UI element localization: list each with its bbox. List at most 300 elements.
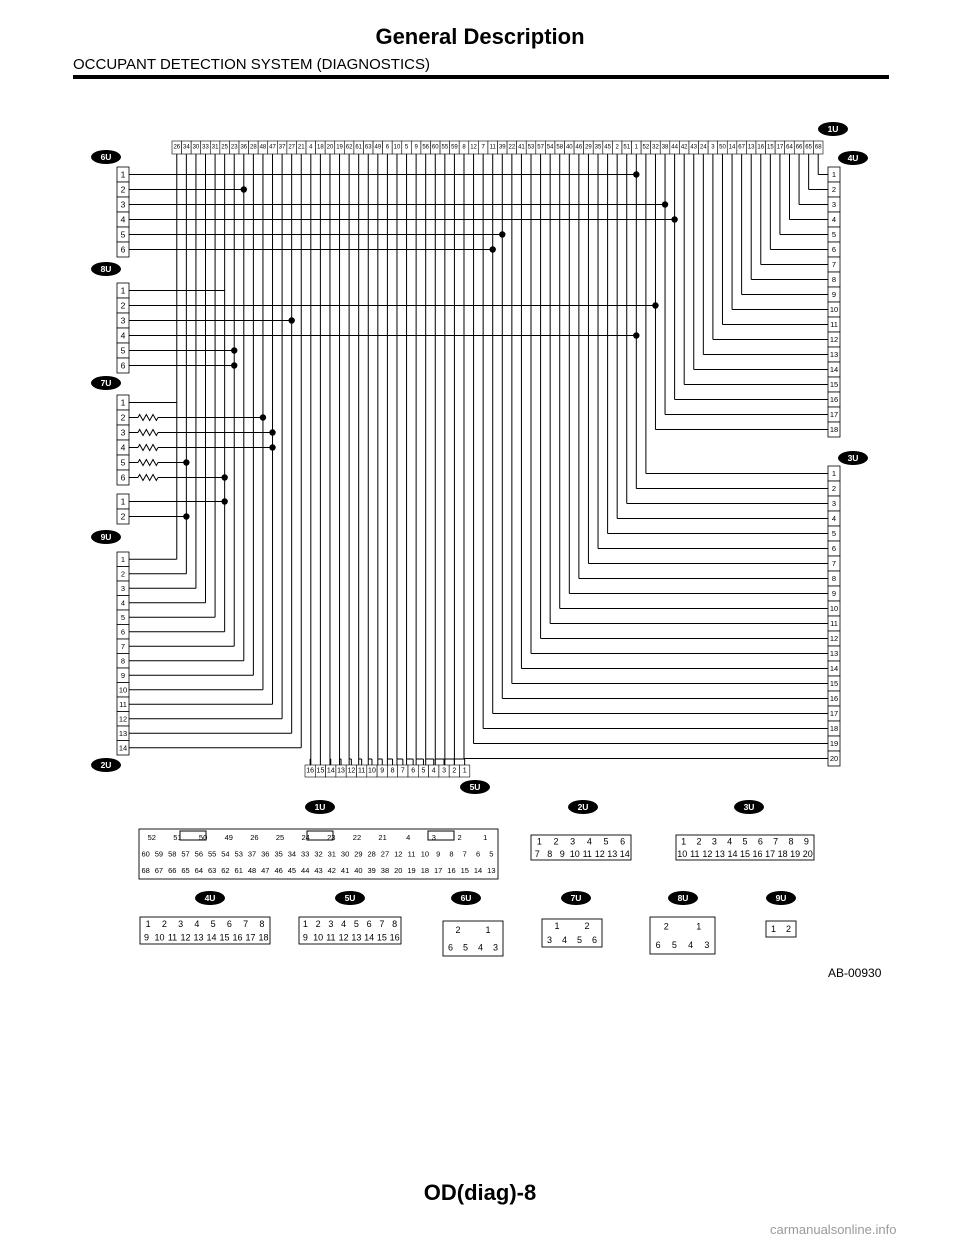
connector-label: 8U: [100, 264, 112, 274]
face-pin-label: 5: [462, 942, 469, 953]
splice-dot: [183, 513, 189, 519]
face-pin-label: 65: [181, 866, 190, 876]
face-pin-label: 53: [234, 849, 243, 859]
top-pin-label: 8: [462, 144, 466, 151]
pin-3u: 13: [829, 649, 839, 658]
top-pin-label: 33: [202, 144, 209, 151]
face-pin-label: 38: [380, 866, 390, 876]
face-pin-label: 68: [141, 866, 150, 876]
pin-2u: 4: [120, 598, 126, 608]
face-pin-label: 27: [380, 849, 390, 859]
page-number: OD(diag)-8: [423, 1180, 537, 1205]
face-pin-label: 17: [765, 848, 776, 859]
connector-label: 3U: [743, 802, 755, 812]
face-pin-label: 1: [485, 924, 491, 935]
face-pin-label: 8: [449, 849, 454, 859]
pin-3u: 17: [829, 709, 839, 718]
face-pin-label: 18: [777, 848, 788, 859]
face-pin-label: 4: [727, 836, 733, 847]
face-pin-label: 50: [198, 832, 208, 842]
top-pin-label: 25: [221, 144, 228, 151]
bottom-pin-label: 7: [400, 767, 405, 775]
face-pin-label: 10: [677, 848, 688, 859]
pin-3u: 14: [829, 664, 839, 673]
face-pin-label: 1: [483, 832, 488, 842]
pin-2u: 1: [120, 554, 126, 564]
pin-3u: 18: [829, 724, 839, 733]
pin-4u: 12: [829, 335, 839, 344]
top-pin-label: 30: [192, 144, 200, 151]
top-pin-label: 64: [786, 144, 793, 151]
splice-dot: [221, 498, 227, 504]
connector-label: 6U: [460, 893, 472, 903]
face-pin-label: 63: [207, 866, 217, 876]
splice-dot: [633, 332, 639, 338]
top-pin-label: 14: [728, 144, 736, 151]
face-8u: [650, 917, 715, 954]
face-pin-label: 1: [302, 918, 308, 929]
face-pin-label: 3: [492, 942, 499, 953]
pin-2u: 10: [118, 685, 128, 695]
pin-8u: 4: [120, 330, 126, 341]
resistor-symbol: [138, 475, 158, 481]
face-7u: [542, 919, 602, 947]
pin-2u: 2: [120, 569, 126, 579]
top-pin-label: 39: [498, 144, 506, 151]
face-pin-label: 6: [757, 836, 763, 847]
pin-2u: 8: [120, 656, 126, 666]
face-pin-label: 24: [301, 832, 310, 842]
face-pin-label: 14: [619, 848, 630, 859]
pin-2u: 7: [120, 641, 126, 651]
pin-4u: 9: [831, 290, 837, 299]
top-pin-label: 5: [404, 144, 409, 151]
connector-label: 1U: [314, 802, 326, 812]
resistor-symbol: [138, 445, 158, 451]
top-pin-label: 35: [594, 144, 602, 151]
pin-7u: 2: [120, 412, 126, 423]
pin-7u: 1: [120, 397, 126, 408]
face-pin-label: 8: [392, 918, 398, 929]
top-pin-label: 66: [795, 144, 803, 151]
face-pin-label: 13: [351, 932, 362, 943]
pin-4u: 17: [829, 410, 839, 419]
face-2u: [531, 835, 631, 860]
face-pin-label: 13: [193, 932, 204, 943]
face-pin-label: 40: [354, 866, 363, 876]
face-pin-label: 23: [327, 832, 336, 842]
bottom-pin-label: 6: [411, 767, 416, 775]
splice-dot: [269, 444, 275, 450]
connector-label: 5U: [344, 893, 356, 903]
face-pin-label: 29: [354, 849, 363, 859]
face-pin-label: 11: [690, 848, 700, 859]
face-pin-label: 59: [154, 849, 164, 859]
bottom-pin-label: 8: [390, 767, 395, 775]
top-pin-label: 34: [183, 144, 190, 151]
face-pin-label: 1: [145, 918, 151, 929]
top-pin-label: 9: [414, 144, 418, 151]
face-pin-label: 17: [245, 932, 256, 943]
top-pin-label: 43: [690, 144, 698, 151]
face-pin-label: 22: [352, 832, 362, 842]
face-pin-label: 5: [576, 935, 583, 945]
bottom-pin-label: 12: [347, 767, 356, 775]
pin-3u: 9: [831, 589, 837, 598]
top-pin-label: 38: [661, 144, 669, 151]
top-pin-label: 45: [604, 144, 611, 151]
pin-2u: 9: [120, 670, 126, 680]
pin-2u: 12: [118, 714, 128, 724]
page-title: General Description: [375, 24, 585, 49]
top-pin-label: 65: [805, 144, 812, 151]
top-pin-label: 55: [441, 144, 449, 151]
splice-dot: [633, 171, 639, 177]
splice-dot: [499, 231, 505, 237]
top-pin-label: 7: [481, 144, 485, 151]
top-pin-label: 13: [747, 144, 755, 151]
face-pin-label: 9: [559, 848, 565, 859]
face-pin-label: 58: [168, 849, 177, 859]
face-pin-label: 3: [704, 939, 710, 950]
connector-label: 8U: [677, 893, 689, 903]
face-pin-label: 37: [247, 849, 257, 859]
pin-4u: 11: [830, 320, 838, 329]
face-1u: [139, 829, 498, 879]
face-pin-label: 2: [785, 924, 792, 934]
pin-3u: 2: [831, 484, 837, 493]
face-5u: [299, 917, 401, 944]
top-pin-label: 22: [508, 144, 516, 151]
face-pin-label: 49: [224, 832, 233, 842]
face-pin-label: 3: [711, 836, 717, 847]
face-pin-label: 14: [364, 932, 375, 943]
pin-3u: 16: [829, 694, 839, 703]
pin-4u: 4: [831, 215, 837, 224]
face-pin-label: 57: [181, 849, 190, 859]
face-pin-label: 14: [473, 866, 483, 876]
top-pin-label: 16: [757, 144, 765, 151]
top-pin-label: 1: [634, 144, 638, 151]
top-pin-label: 32: [652, 144, 659, 151]
pin-4u: 2: [831, 185, 837, 194]
face-pin-label: 18: [258, 932, 269, 943]
splice-dot: [260, 414, 266, 420]
face-pin-label: 2: [457, 832, 462, 842]
connector-label: 9U: [100, 532, 112, 542]
pin-4u: 3: [831, 200, 837, 209]
top-pin-label: 60: [431, 144, 439, 151]
face-pin-label: 13: [487, 866, 496, 876]
face-pin-label: 34: [287, 849, 297, 859]
section-subtitle: OCCUPANT DETECTION SYSTEM (DIAGNOSTICS): [73, 56, 430, 73]
top-pin-label: 19: [336, 144, 343, 151]
splice-dot: [269, 429, 275, 435]
face-pin-label: 1: [681, 836, 687, 847]
top-pin-label: 27: [288, 144, 296, 151]
face-pin-label: 2: [161, 918, 167, 929]
pin-3u: 8: [831, 574, 837, 583]
top-pin-label: 40: [565, 144, 573, 151]
face-pin-label: 6: [447, 942, 454, 953]
pin-2u: 5: [120, 612, 126, 622]
face-pin-label: 43: [314, 866, 323, 876]
face-pin-label: 19: [407, 866, 416, 876]
bottom-pin-label: 10: [368, 767, 376, 775]
connector-label: 5U: [469, 782, 481, 792]
face-pin-label: 2: [315, 918, 321, 929]
face-pin-label: 11: [582, 848, 592, 859]
bottom-pin-label: 2: [452, 767, 457, 775]
top-pin-label: 61: [355, 144, 363, 151]
connector-label: 7U: [100, 378, 112, 388]
top-pin-label: 54: [546, 144, 554, 151]
top-pin-label: 20: [326, 144, 334, 151]
watermark: carmanualsonline.info: [770, 1222, 897, 1237]
pin-7u: 5: [120, 457, 126, 468]
top-pin-label: 47: [269, 144, 276, 151]
pin-4u: 14: [829, 365, 839, 374]
face-pin-label: 11: [407, 849, 416, 859]
pin-2u: 3: [120, 583, 126, 593]
face-pin-label: 4: [341, 918, 347, 929]
face-pin-label: 5: [671, 939, 677, 950]
pin-2u: 13: [118, 728, 128, 738]
top-pin-label: 15: [767, 144, 774, 151]
face-pin-label: 15: [219, 932, 230, 943]
top-pin-label: 11: [489, 144, 496, 151]
pin-8u: 5: [120, 345, 126, 356]
pin-6u: 5: [120, 229, 126, 240]
face-pin-label: 2: [696, 836, 702, 847]
pin-3u: 1: [831, 469, 837, 478]
resistor-symbol: [138, 415, 158, 421]
pin-6u: 4: [120, 214, 126, 225]
face-pin-label: 48: [247, 866, 257, 876]
face-pin-label: 26: [250, 832, 259, 842]
top-pin-label: 48: [259, 144, 267, 151]
face-pin-label: 52: [147, 832, 156, 842]
face-pin-label: 12: [394, 849, 403, 859]
top-pin-label: 53: [527, 144, 535, 151]
pin-4u: 6: [831, 245, 837, 254]
pin-3u: 15: [829, 679, 839, 688]
pin-3u: 12: [829, 634, 839, 643]
face-pin-label: 6: [655, 939, 661, 950]
face-pin-label: 13: [607, 848, 618, 859]
face-pin-label: 15: [376, 932, 387, 943]
face-pin-label: 2: [663, 921, 669, 932]
face-pin-label: 7: [379, 918, 385, 929]
face-pin-label: 28: [367, 849, 376, 859]
face-pin-label: 5: [742, 836, 748, 847]
face-pin-label: 17: [433, 866, 443, 876]
pin-8u: 1: [120, 285, 126, 296]
top-pin-label: 17: [776, 144, 784, 151]
top-pin-label: 26: [173, 144, 181, 151]
resistor-symbol: [138, 430, 158, 436]
face-pin-label: 3: [178, 918, 184, 929]
face-pin-label: 4: [561, 935, 568, 945]
face-pin-label: 8: [788, 836, 794, 847]
pin-4u: 15: [829, 380, 839, 389]
face-pin-label: 9: [143, 932, 150, 943]
bottom-pin-label: 4: [431, 767, 436, 775]
top-pin-label: 41: [518, 144, 525, 151]
top-pin-label: 59: [451, 144, 458, 151]
pin-3u: 7: [831, 559, 837, 568]
face-pin-label: 20: [802, 848, 813, 859]
pin-9u: 1: [120, 496, 126, 507]
pin-6u: 6: [120, 244, 126, 255]
top-pin-label: 12: [470, 144, 477, 151]
face-pin-label: 1: [536, 836, 542, 847]
face-pin-label: 20: [394, 866, 403, 876]
face-pin-label: 12: [594, 848, 605, 859]
face-pin-label: 7: [462, 849, 467, 859]
pin-7u: 3: [120, 427, 126, 438]
pin-6u: 3: [120, 199, 126, 210]
top-pin-label: 10: [393, 144, 401, 151]
face-pin-label: 46: [274, 866, 283, 876]
top-pin-label: 31: [211, 144, 219, 151]
pin-8u: 2: [120, 300, 126, 311]
top-pin-label: 2: [615, 144, 619, 151]
face-pin-label: 10: [313, 932, 324, 943]
pin-4u: 7: [831, 260, 837, 269]
bottom-pin-label: 5: [421, 767, 426, 775]
face-6u: [443, 921, 503, 956]
connector-label: 3U: [847, 453, 859, 463]
splice-dot: [231, 347, 237, 353]
face-pin-label: 61: [234, 866, 243, 876]
pin-3u: 3: [831, 499, 837, 508]
face-pin-label: 7: [243, 918, 249, 929]
face-pin-label: 3: [546, 935, 553, 945]
face-pin-label: 60: [141, 849, 150, 859]
face-pin-label: 12: [180, 932, 191, 943]
face-pin-label: 45: [287, 866, 297, 876]
face-pin-label: 47: [261, 866, 270, 876]
drawing-code: AB-00930: [828, 966, 882, 980]
pin-4u: 10: [829, 305, 839, 314]
bottom-pin-label: 11: [358, 767, 366, 775]
face-pin-label: 5: [489, 849, 494, 859]
face-pin-label: 5: [603, 836, 609, 847]
splice-dot: [490, 246, 496, 252]
connector-label: 4U: [847, 153, 859, 163]
pin-8u: 3: [120, 315, 126, 326]
face-pin-label: 56: [194, 849, 204, 859]
face-pin-label: 6: [475, 849, 481, 859]
face-pin-label: 11: [326, 932, 336, 943]
face-pin-label: 15: [460, 866, 469, 876]
top-pin-label: 28: [250, 144, 257, 151]
top-pin-label: 62: [345, 144, 353, 151]
pin-7u: 4: [120, 442, 126, 453]
pin-4u: 1: [831, 170, 837, 179]
face-pin-label: 4: [688, 939, 694, 950]
pin-2u: 11: [119, 699, 127, 709]
top-pin-label: 6: [385, 144, 390, 151]
connector-label: 6U: [100, 152, 112, 162]
top-pin-label: 3: [711, 144, 715, 151]
bottom-pin-label: 15: [316, 767, 325, 775]
face-pin-label: 16: [752, 848, 763, 859]
splice-dot: [231, 362, 237, 368]
splice-dot: [241, 186, 247, 192]
pin-4u: 8: [831, 275, 837, 284]
face-pin-label: 6: [366, 918, 372, 929]
face-pin-label: 51: [173, 832, 182, 842]
face-pin-label: 1: [696, 921, 702, 932]
pin-2u: 14: [118, 743, 128, 753]
face-pin-label: 4: [406, 832, 411, 842]
splice-dot: [652, 302, 658, 308]
top-pin-label: 63: [364, 144, 372, 151]
resistor-symbol: [138, 460, 158, 466]
face-pin-label: 6: [591, 935, 598, 945]
top-pin-label: 36: [240, 144, 248, 151]
top-pin-label: 18: [317, 144, 324, 151]
face-pin-label: 54: [221, 849, 230, 859]
top-pin-label: 56: [422, 144, 430, 151]
connector-label: 4U: [204, 893, 216, 903]
pin-7u: 6: [120, 472, 126, 483]
face-pin-label: 64: [194, 866, 204, 876]
face-pin-label: 44: [301, 866, 310, 876]
top-pin-label: 50: [719, 144, 726, 151]
connector-label: 2U: [577, 802, 589, 812]
face-pin-label: 8: [259, 918, 265, 929]
face-pin-label: 35: [274, 849, 283, 859]
top-pin-label: 58: [556, 144, 564, 151]
splice-dot: [671, 216, 677, 222]
face-9u: [766, 921, 796, 937]
face-pin-label: 4: [586, 836, 592, 847]
face-pin-label: 6: [226, 918, 232, 929]
face-pin-label: 4: [194, 918, 200, 929]
face-pin-label: 21: [378, 832, 387, 842]
face-pin-label: 9: [302, 932, 308, 943]
face-pin-label: 6: [620, 836, 626, 847]
top-pin-label: 37: [278, 144, 286, 151]
pin-2u: 6: [120, 627, 126, 637]
face-pin-label: 30: [340, 849, 350, 859]
face-pin-label: 66: [168, 866, 177, 876]
face-pin-label: 14: [727, 848, 738, 859]
face-pin-label: 12: [338, 932, 349, 943]
pin-6u: 1: [120, 169, 126, 180]
pin-3u: 6: [831, 544, 837, 553]
face-pin-label: 36: [261, 849, 270, 859]
face-pin-label: 16: [389, 932, 400, 943]
face-pin-label: 10: [154, 932, 165, 943]
top-pin-label: 4: [309, 144, 313, 151]
connector-label: 2U: [100, 760, 112, 770]
face-pin-label: 3: [570, 836, 576, 847]
face-pin-label: 19: [790, 848, 801, 859]
top-pin-label: 57: [537, 144, 544, 151]
face-pin-label: 25: [275, 832, 285, 842]
connector-label: 7U: [570, 893, 582, 903]
top-pin-label: 49: [374, 144, 382, 151]
face-pin-label: 2: [584, 921, 590, 931]
face-pin-label: 62: [221, 866, 230, 876]
face-pin-label: 15: [739, 848, 751, 859]
pin-3u: 20: [829, 754, 839, 763]
face-pin-label: 9: [803, 836, 809, 847]
